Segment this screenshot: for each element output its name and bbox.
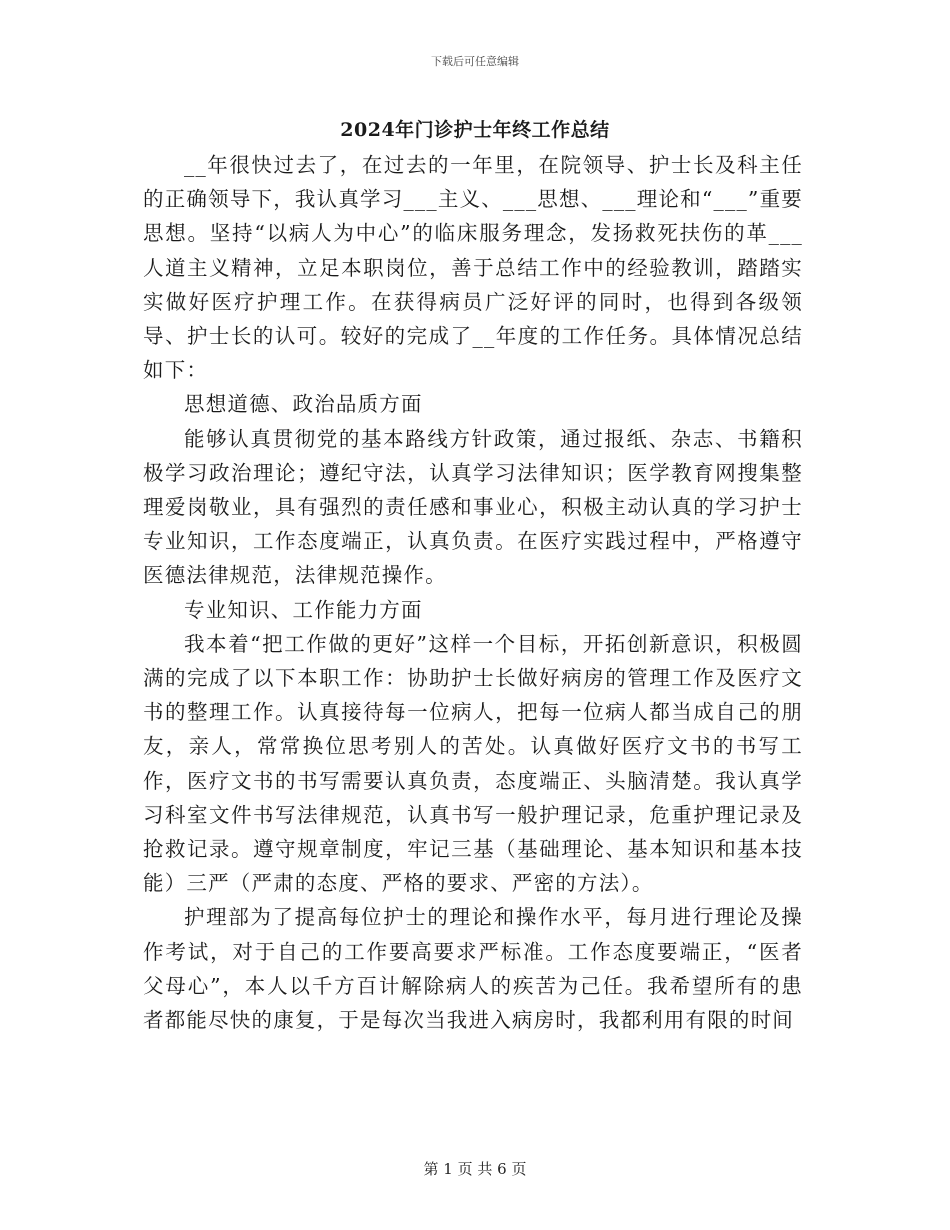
section-heading-ability: 专业知识、工作能力方面: [184, 597, 423, 622]
paragraph-ability: 我本着“把工作做的更好”这样一个目标，开拓创新意识，积极圆满的完成了以下本职工作：协助护士长做好病房的管理工作及医疗文书的整理工作。认真接待每一位病人，把每一位病人都当成自己的朋友，亲人，常常换位思考别人的苦处。认真做好医疗文书的书写工作，医疗文书的书写需要认真负责，态度端正、头脑清楚。我认真学习科室文件书写法律规范，认真书写一般护理记录，危重护理记录及抢救记录。遵守规章制度，牢记三基（基础理论、基本知识和基本技能）三严（严肃的态度、严格的要求、严密的方法）。: [143, 631, 803, 896]
document-title: 2024年门诊护士年终工作总结: [340, 119, 610, 141]
paragraph-ethics: 能够认真贯彻党的基本路线方针政策，通过报纸、杂志、书籍积极学习政治理论；遵纪守法，认真学习法律知识；医学教育网搜集整理爱岗敬业，具有强烈的责任感和事业心，积极主动认真的学习护士专业知识，工作态度端正，认真负责。在医疗实践过程中，严格遵守医德法律规范，法律规范操作。: [143, 426, 803, 588]
paragraph-intro: __年很快过去了，在过去的一年里，在院领导、护士长及科主任的正确领导下，我认真学习___主义、___思想、___理论和“___”重要思想。坚持“以病人为中心”的临床服务理念，发扬救死扶伤的革___人道主义精神，立足本职岗位，善于总结工作中的经验教训，踏踏实实做好医疗护理工作。在获得病员广泛好评的同时，也得到各级领导、护士长的认可。较好的完成了__年度的工作任务。具体情况总结如下：: [143, 153, 803, 383]
page-number: 第 1 页 共 6 页: [423, 1160, 527, 1178]
header-note: 下载后可任意编辑: [431, 55, 519, 68]
paragraph-training: 护理部为了提高每位护士的理论和操作水平，每月进行理论及操作考试，对于自己的工作要高要求严标准。工作态度要端正，“医者父母心”，本人以千方百计解除病人的疾苦为己任。我希望所有的患者都能尽快的康复，于是每次当我进入病房时，我都利用有限的时间: [143, 905, 803, 1033]
section-heading-ethics: 思想道德、政治品质方面: [184, 392, 423, 417]
document-body: [143, 148, 803, 1037]
